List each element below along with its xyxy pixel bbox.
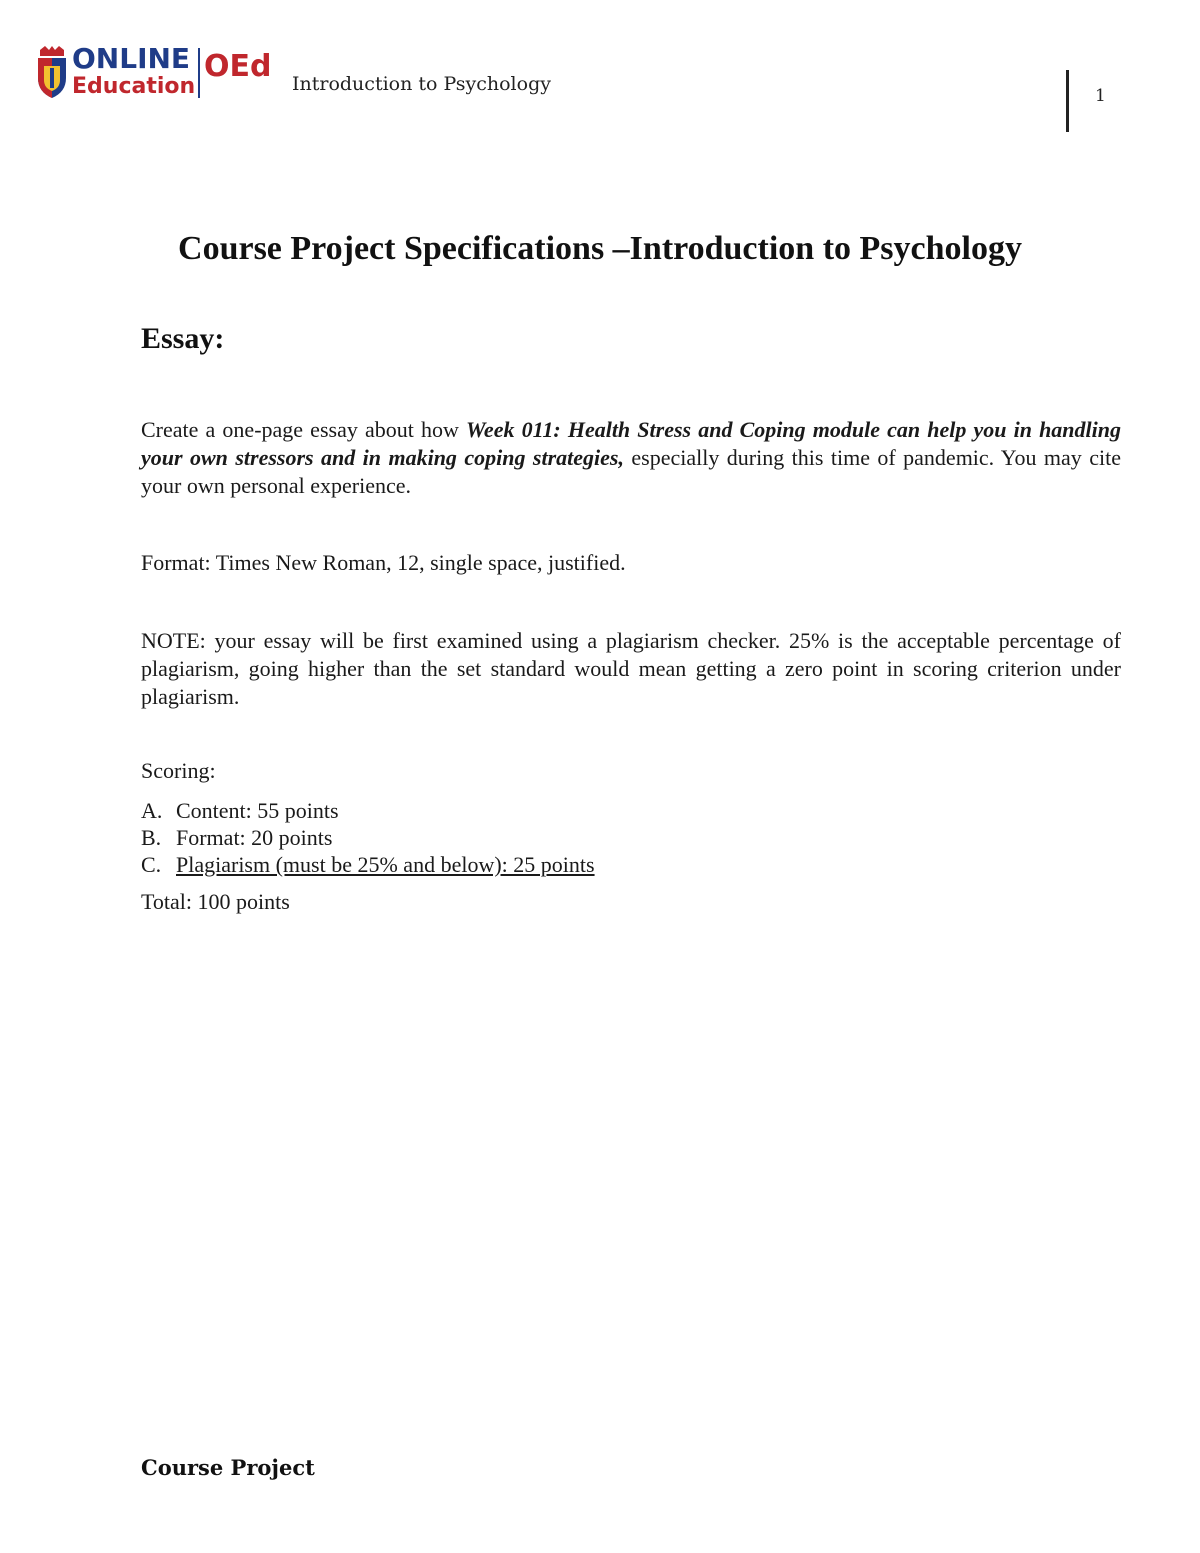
scoring-total: Total: 100 points xyxy=(141,889,290,914)
list-item xyxy=(141,797,595,824)
logo-oed-mark: OEd xyxy=(204,49,272,84)
section-heading: Essay: xyxy=(141,322,225,355)
logo-education-text: Education xyxy=(72,74,196,99)
paragraph-tail: especially during this time of pandemic. You may cite your own personal experience. xyxy=(141,445,1121,498)
page-number: 1 xyxy=(1095,86,1106,106)
essay-instructions-paragraph xyxy=(141,416,1121,500)
paragraph-lead: Create a one-page essay about how xyxy=(141,417,466,442)
list-item xyxy=(141,851,595,878)
list-item-letter: B. xyxy=(141,825,162,850)
logo-divider xyxy=(198,48,200,98)
format-line: Format: Times New Roman, 12, single space, justified. xyxy=(141,550,626,575)
list-item-text: Plagiarism (must be 25% and below): 25 points xyxy=(176,852,595,877)
footer-label: Course Project xyxy=(141,1455,315,1480)
header-logo xyxy=(36,44,272,104)
paragraph-emphasis: Week 011: Health Stress and Coping module can help you in handling your own stressors and in making coping strategies, xyxy=(141,417,1122,470)
list-item xyxy=(141,824,595,851)
list-item-letter: A. xyxy=(141,798,163,823)
list-item-letter: C. xyxy=(141,852,162,877)
logo-online-text: ONLINE xyxy=(72,42,191,75)
university-shield-icon xyxy=(36,46,68,100)
document-title: Course Project Specifications –Introduction to Psychology xyxy=(178,230,1022,267)
scoring-label: Scoring: xyxy=(141,758,216,783)
plagiarism-note: NOTE: your essay will be first examined using a plagiarism checker. 25% is the acceptable percentage of plagiarism, going higher than the set standard would mean getting a zero point in scoring criterion under plagiarism. xyxy=(141,628,1121,709)
list-item-text: Format: 20 points xyxy=(176,825,333,850)
header-divider-bar xyxy=(1066,70,1069,132)
header-course-title: Introduction to Psychology xyxy=(292,73,551,95)
list-item-text: Content: 55 points xyxy=(176,798,339,823)
scoring-list xyxy=(141,797,595,878)
